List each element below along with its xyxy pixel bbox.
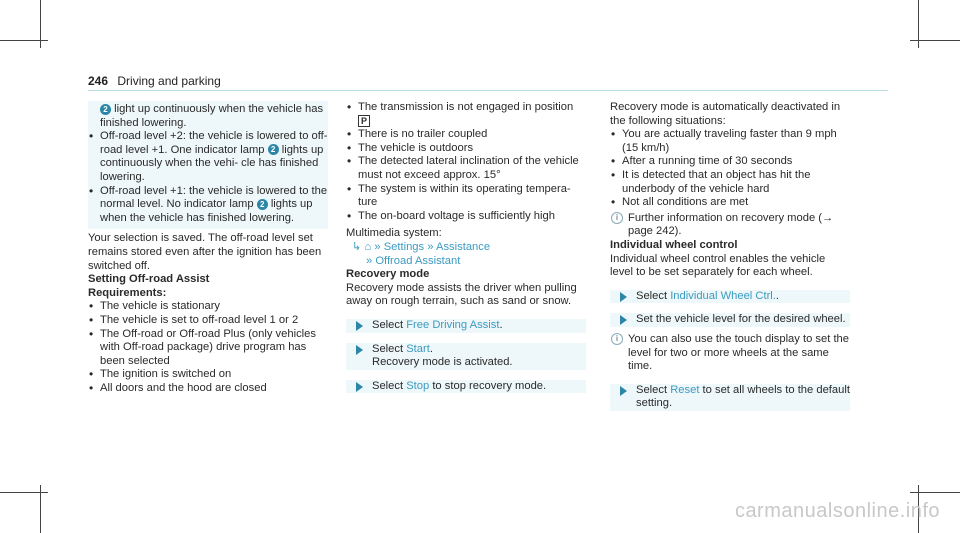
list-item: • It is detected that an object has hit the underbody of the vehicle hard (610, 169, 850, 196)
step-arrow-icon (356, 321, 363, 331)
requirements-heading: Requirements: (88, 286, 167, 299)
step-item: Select Free Driving Assist. (346, 319, 586, 333)
enter-arrow-icon: ↳ (352, 240, 362, 253)
step-item: Select Start. Recovery mode is activated. (346, 343, 586, 370)
info-note: i Further information on recovery mode (→ page 242). (610, 212, 850, 239)
info-note: i You can also use the touch display to set the level for two or more wheels at the same time. (610, 333, 850, 374)
list-item: • The vehicle is stationary (88, 300, 328, 314)
saved-text: Your selection is saved. The off-road level set remains stored even after the ignition has been switched off. (88, 232, 322, 272)
crop-mark (910, 40, 960, 41)
menu-offroad: Offroad Assistant (375, 254, 461, 267)
list-item: • Not all conditions are met (610, 196, 850, 210)
info-icon: i (611, 333, 623, 345)
step-item: Select Stop to stop recovery mode. (346, 380, 586, 394)
menu-path (346, 241, 586, 268)
section-heading: Recovery mode (346, 268, 430, 281)
home-icon: ⌂ (364, 240, 372, 253)
menu-assistance: Assistance (435, 240, 491, 253)
page-number: 246 (88, 74, 109, 88)
step-item: Select Individual Wheel Ctrl.. (610, 290, 850, 304)
indicator-lamp-icon: 2 (257, 199, 268, 210)
chevron-right-icon: » (374, 240, 381, 253)
section-heading: Setting Off-road Assist (88, 273, 210, 286)
step-arrow-icon (620, 386, 627, 396)
page-header (88, 74, 221, 88)
menu-settings: Settings (383, 240, 425, 253)
column-1 (88, 101, 328, 395)
section-heading: Individual wheel control (610, 238, 738, 251)
info-icon: i (611, 212, 623, 224)
indicator-lamp-icon: 2 (268, 144, 279, 155)
indicator-lamp-icon: 2 (100, 104, 111, 115)
column-3 (610, 101, 850, 411)
list-item: • The Off-road or Off-road Plus (only vehicles with Off-road package) drive program has been selected (88, 328, 328, 369)
list-item: • The on-board voltage is sufficiently high (346, 210, 586, 224)
column-2 (346, 101, 586, 393)
list-item: • The vehicle is set to off-road level 1 or 2 (88, 314, 328, 328)
recovery-text: Recovery mode assists the driver when pulling away on rough terrain, such as sand or snow. (346, 281, 577, 308)
step-item: Set the vehicle level for the desired wheel. (610, 313, 850, 327)
list-item: • After a running time of 30 seconds (610, 155, 850, 169)
park-position-icon: P (358, 115, 370, 127)
step-arrow-icon (620, 315, 627, 325)
chevron-right-icon: » (427, 240, 434, 253)
continued-list (88, 101, 328, 229)
multimedia-label: Multimedia system: (346, 227, 442, 240)
list-item: • Off-road level +1: the vehicle is lowered to the normal level. No indicator lamp 2 lights up when the vehicle has finished lowering. (88, 185, 328, 226)
list-item: • There is no trailer coupled (346, 128, 586, 142)
list-item: • The transmission is not engaged in position P (346, 101, 586, 128)
watermark: carmanualsonline.info (734, 500, 940, 522)
list-item: • The system is within its operating tempera- ture (346, 183, 586, 210)
intro-text: Recovery mode is automatically deactivated in the following situations: (610, 101, 841, 127)
list-item: • Off-road level +2: the vehicle is lowered to off-road level +1. One indicator lamp 2 lights up continuously when the vehi- cle has finished lowering. (88, 130, 328, 184)
header-rule (88, 90, 888, 91)
list-item: • You are actually traveling faster than 9 mph (15 km/h) (610, 128, 850, 155)
step-arrow-icon (356, 382, 363, 392)
crop-mark (0, 492, 48, 493)
list-item: • The vehicle is outdoors (346, 142, 586, 156)
section-text: Individual wheel control enables the vehicle level to be set separately for each wheel. (610, 252, 826, 279)
chevron-right-icon: » (366, 254, 373, 267)
crop-mark (910, 492, 960, 493)
section-title: Driving and parking (117, 74, 221, 88)
continued-text: 2 light up continuously when the vehicle has finished lowering. (100, 103, 324, 129)
step-item: Select Reset to set all wheels to the default setting. (610, 384, 850, 411)
crop-mark (0, 40, 48, 41)
list-item: • The detected lateral inclination of the vehicle must not exceed approx. 15° (346, 155, 586, 182)
step-arrow-icon (356, 345, 363, 355)
step-arrow-icon (620, 292, 627, 302)
step-result: Recovery mode is activated. (372, 356, 513, 369)
list-item: • The ignition is switched on (88, 368, 328, 382)
list-item: • All doors and the hood are closed (88, 382, 328, 396)
